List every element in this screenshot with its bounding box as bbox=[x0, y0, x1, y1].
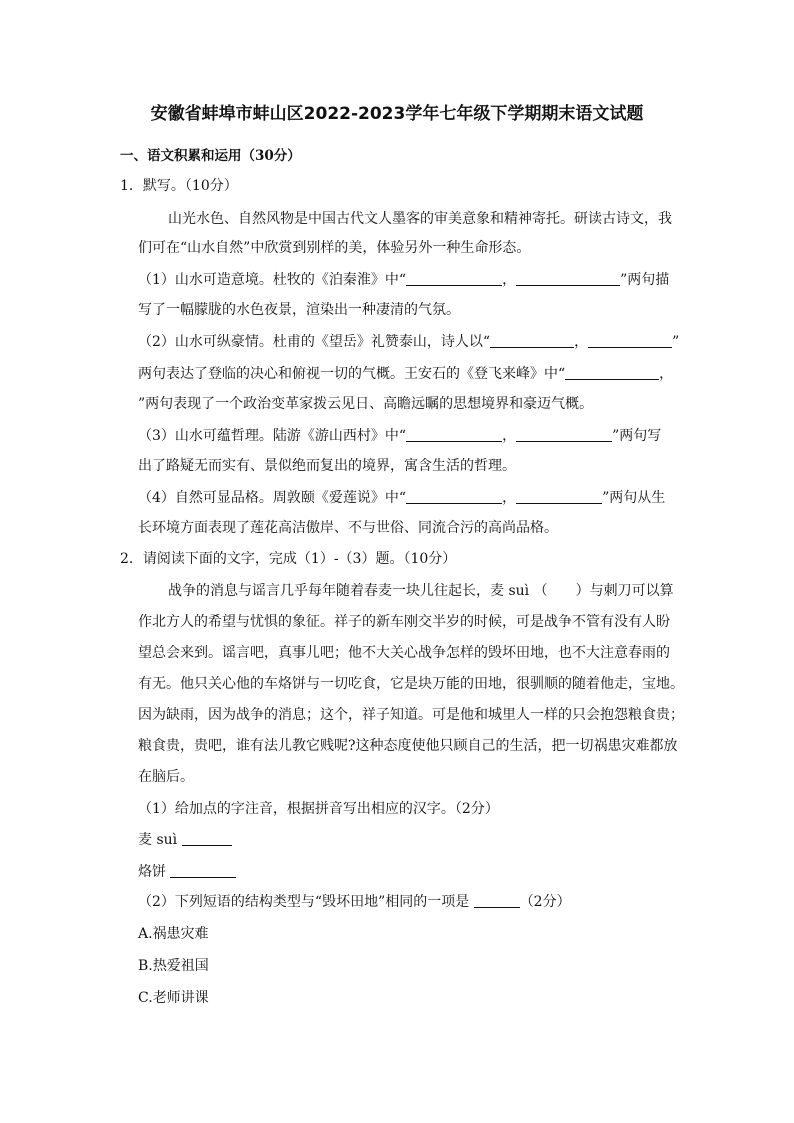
sub2-points: （2分） bbox=[519, 894, 571, 910]
q1-intro-line-1: 山光水色、自然风物是中国古代文人墨客的审美意象和精神寄托。研读古诗文，我 bbox=[168, 211, 672, 227]
q1-part2-cont-comma: ， bbox=[659, 366, 674, 382]
answer-blank[interactable] bbox=[474, 893, 520, 908]
q1-part2-cont bbox=[138, 364, 673, 384]
page-title: 安徽省蚌埠市蚌山区2022-2023学年七年级下学期期末语文试题 bbox=[150, 104, 644, 124]
passage-line: 望总会来到。谣言吧，真事儿吧；他不大关心战争怎样的毁坏田地，也不大注意春雨的 bbox=[138, 645, 670, 661]
sub2-text: （2）下列短语的结构类型与“毁坏田地”相同的一项是 bbox=[138, 894, 470, 910]
q1-part4 bbox=[138, 488, 665, 508]
answer-blank[interactable] bbox=[490, 333, 574, 348]
answer-blank[interactable] bbox=[406, 489, 502, 504]
question-1-heading: 1．默写。（10分） bbox=[120, 178, 238, 194]
q1-part2-text: （2）山水可纵豪情。杜甫的《望岳》礼赞泰山，诗人以“ bbox=[138, 334, 491, 350]
sub1-item-b bbox=[138, 862, 236, 882]
passage-line: 粮食贵，贵吧，谁有法儿教它贱呢?这种态度使他只顾自己的生活，把一切祸患灾难都放 bbox=[138, 738, 678, 754]
passage-line: 战争的消息与谣言几乎每年随着春麦一块儿往起长，麦 suì （ ）与刺刀可以算 bbox=[168, 583, 674, 599]
q1-part3-tail: ”两句写 bbox=[612, 428, 662, 444]
answer-blank[interactable] bbox=[406, 427, 502, 442]
sub-question-2 bbox=[138, 892, 571, 912]
q1-part1-text: （1）山水可造意境。杜牧的《泊秦淮》中“ bbox=[138, 272, 407, 288]
sub-question-1: （1）给加点的字注音，根据拼音写出相应的汉字。（2分） bbox=[138, 801, 499, 817]
question-2-heading: 2．请阅读下面的文字，完成（1）-（3）题。（10分） bbox=[120, 551, 457, 567]
answer-blank[interactable] bbox=[516, 271, 620, 286]
sub1-item-a-label: 麦 suì bbox=[138, 832, 178, 848]
q1-part4-tail: ”两句从生 bbox=[602, 490, 666, 506]
passage-line: 因为缺雨，因为战争的消息；这个，祥子知道。可是他和城里人一样的只会抱怨粮食贵； bbox=[138, 707, 684, 723]
passage-line: 作北方人的希望与忧惧的象征。祥子的新车刚交半岁的时候，可是战争不管有没有人盼 bbox=[138, 614, 670, 630]
q1-part2-cont-text: 两句表达了登临的决心和俯视一切的气概。王安石的《登飞来峰》中“ bbox=[138, 366, 566, 382]
passage-line: 有无。他只关心他的车烙饼与一切吃食，它是块万能的田地，很驯顺的随着他走，宝地。 bbox=[138, 676, 684, 692]
q1-part3-text: （3）山水可蕴哲理。陆游《游山西村》中“ bbox=[138, 428, 407, 444]
answer-blank[interactable] bbox=[516, 427, 612, 442]
q1-part4-text: （4）自然可显品格。周敦颐《爱莲说》中“ bbox=[138, 490, 407, 506]
answer-blank[interactable] bbox=[565, 365, 659, 380]
q1-part1 bbox=[138, 270, 669, 290]
sub1-item-b-label: 烙饼 bbox=[138, 864, 166, 880]
q1-part4-cont: 长环境方面表现了莲花高洁傲岸、不与世俗、同流合污的高尚品格。 bbox=[138, 520, 558, 536]
option-b[interactable]: B.热爱祖国 bbox=[138, 958, 209, 974]
q1-part2-quote: ” bbox=[672, 334, 680, 350]
answer-blank[interactable] bbox=[516, 489, 602, 504]
q1-part1-tail: ”两句描 bbox=[620, 272, 670, 288]
option-c[interactable]: C.老师讲课 bbox=[138, 990, 209, 1006]
q1-part4-comma: ， bbox=[502, 490, 517, 506]
q1-part2 bbox=[138, 332, 679, 352]
q1-intro-line-2: 们可在“山水自然”中欣赏到别样的美，体验另外一种生命形态。 bbox=[138, 240, 531, 256]
q1-part1-cont: 写了一幅朦胧的水色夜景，渲染出一种凄清的气氛。 bbox=[138, 302, 460, 318]
answer-blank[interactable] bbox=[406, 271, 502, 286]
option-a[interactable]: A.祸患灾难 bbox=[138, 926, 209, 942]
q1-part3-cont: 出了路疑无而实有、景似绝而复出的境界，寓含生活的哲理。 bbox=[138, 458, 516, 474]
q1-part3 bbox=[138, 426, 661, 446]
section-heading: 一、语文积累和运用（30分） bbox=[120, 148, 301, 164]
answer-blank[interactable] bbox=[588, 333, 672, 348]
q1-part3-comma: ， bbox=[502, 428, 517, 444]
q1-part2-end: ”两句表现了一个政治变革家拨云见日、高瞻远瞩的思想境界和豪迈气概。 bbox=[138, 396, 594, 412]
q1-part1-comma: ， bbox=[502, 272, 517, 288]
q1-part2-comma: ， bbox=[574, 334, 589, 350]
answer-blank[interactable] bbox=[182, 831, 232, 846]
sub1-item-a bbox=[138, 830, 232, 850]
passage-line: 在脑后。 bbox=[138, 769, 194, 785]
answer-blank[interactable] bbox=[170, 863, 236, 878]
